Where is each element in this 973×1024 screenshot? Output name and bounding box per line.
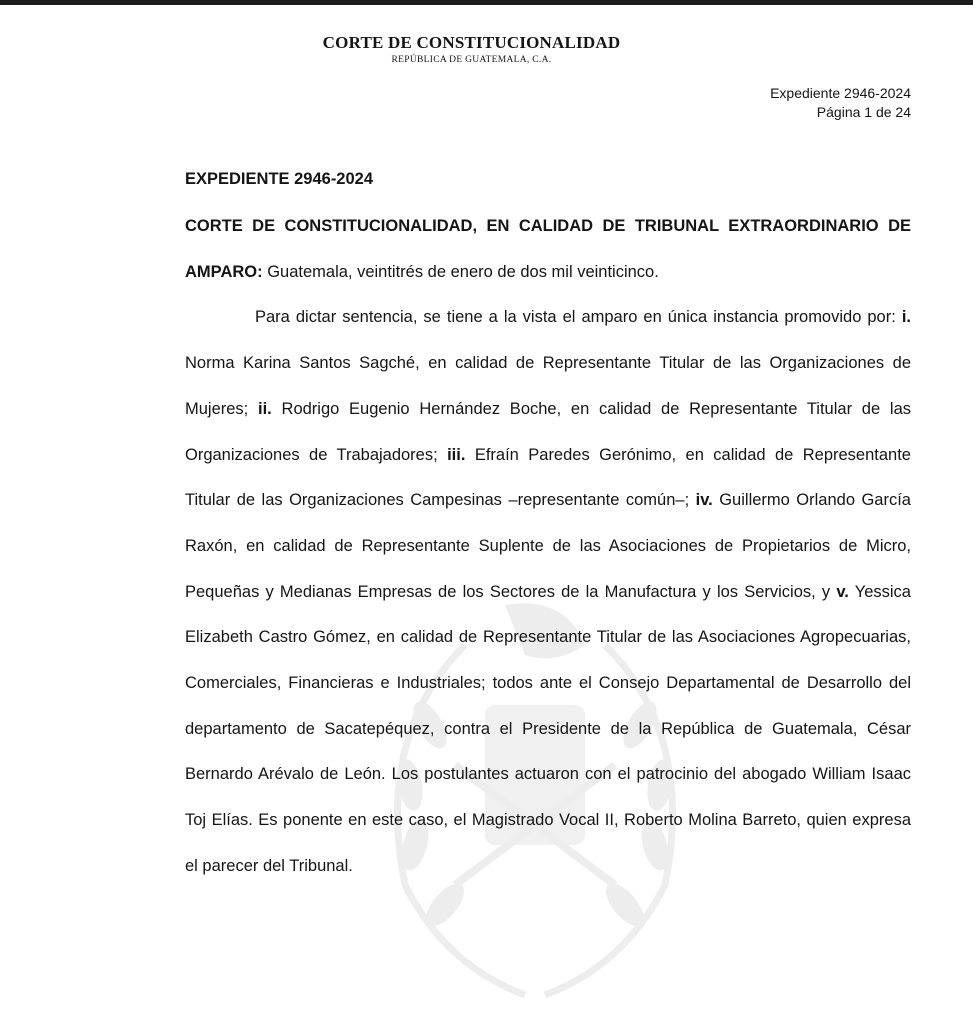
item-marker-iii: iii. [447, 445, 466, 464]
page-meta [770, 84, 911, 122]
item-marker-v: v. [836, 582, 849, 601]
document-body [185, 204, 911, 890]
court-country: REPÚBLICA DE GUATEMALA, C.A. [391, 55, 552, 65]
item-text-ii: Rodrigo Eugenio Hernández Boche, en calidad de Representante Titular de las Organizaciones de Trabajadores; [185, 399, 911, 464]
page-number: Página 1 de 24 [816, 104, 911, 120]
item-marker-i: i. [901, 308, 911, 327]
item-text-i: Norma Karina Santos Sagché, en calidad de Representante Titular de las Organizaciones de Mujeres; [185, 354, 911, 418]
top-border [0, 0, 973, 5]
intro-paragraph [185, 204, 911, 295]
item-text-iii: Efraín Paredes Gerónimo, en calidad de Representante Titular de las Organizaciones Campesinas –representante común–; [185, 445, 911, 510]
case-heading: EXPEDIENTE 2946-2024 [185, 170, 374, 188]
intro-date: Guatemala, veintitrés de enero de dos mil veinticinco. [262, 262, 659, 281]
item-marker-iv: iv. [695, 491, 713, 510]
item-text-iv: Guillermo Orlando García Raxón, en calidad de Representante Suplente de las Asociaciones de Propietarios de Micro, Pequeñas y Medianas Empresas de los Sectores de la Manufactura y los Servicios, y [185, 491, 911, 601]
court-name: CORTE DE CONSTITUCIONALIDAD [322, 33, 621, 52]
expediente-reference: Expediente 2946-2024 [770, 85, 911, 101]
item-text-v: Yessica Elizabeth Castro Gómez, en calidad de Representante Titular de las Asociaciones Agropecuarias, Comerciales, Financieras e Industriales; todos ante el Consejo Departamental de Desarrollo del departamento de Sacatepéquez, contra el Presidente de la República de Guatemala, César Bernardo Arévalo de León. Los postulantes actuaron con el patrocinio del abogado William Isaac Toj Elías. Es ponente en este caso, el Magistrado Vocal II, Roberto Molina Barreto, quien expresa el parecer del Tribunal. [185, 582, 911, 875]
item-marker-ii: ii. [258, 399, 272, 418]
paragraph-start: Para dictar sentencia, se tiene a la vista el amparo en única instancia promovido por: [255, 308, 902, 327]
sentence-paragraph [185, 295, 911, 889]
tribunal-title: CORTE DE CONSTITUCIONALIDAD, EN CALIDAD DE TRIBUNAL EXTRAORDINARIO DE AMPARO: [185, 217, 911, 281]
